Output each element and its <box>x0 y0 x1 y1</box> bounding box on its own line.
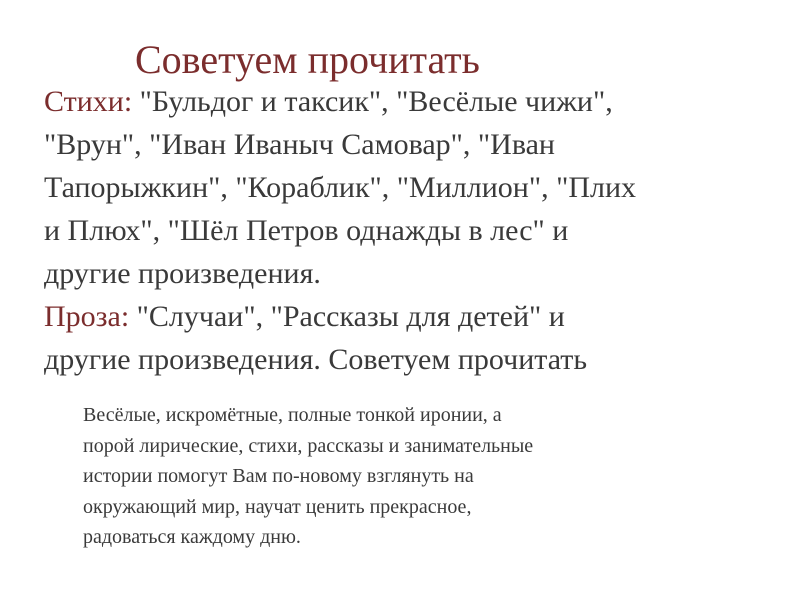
note-line-1: Весёлые, искромётные, полные тонкой иронии, а <box>83 404 502 426</box>
prose-text-2: другие произведения. Советуем прочитать <box>44 343 588 376</box>
book-list <box>44 80 764 381</box>
poems-text-3: Тапорыжкин", "Кораблик", "Миллион", "Плих <box>44 171 637 204</box>
poems-text-1: "Бульдог и таксик", "Весёлые чижи", <box>132 85 613 118</box>
poems-text-2: "Врун", "Иван Иваныч Самовар", "Иван <box>44 128 555 161</box>
description-note <box>83 400 723 553</box>
poems-line-1 <box>44 80 764 123</box>
note-line-5: радоваться каждому дню. <box>83 526 301 548</box>
slide-title: Советуем прочитать <box>135 37 480 82</box>
poems-text-5: другие произведения. <box>44 257 321 290</box>
note-line-3: истории помогут Вам по-новому взглянуть на <box>83 465 474 487</box>
poems-label: Стихи: <box>44 85 133 118</box>
poems-text-4: и Плюх", "Шёл Петров однажды в лес" и <box>44 214 569 247</box>
note-line-2: порой лирические, стихи, рассказы и занимательные <box>83 434 534 457</box>
note-line-4: окружающий мир, научат ценить прекрасное, <box>83 495 472 518</box>
prose-line-1 <box>44 295 764 338</box>
prose-label: Проза: <box>44 300 130 333</box>
prose-text-1: "Случаи", "Рассказы для детей" и <box>129 300 565 333</box>
